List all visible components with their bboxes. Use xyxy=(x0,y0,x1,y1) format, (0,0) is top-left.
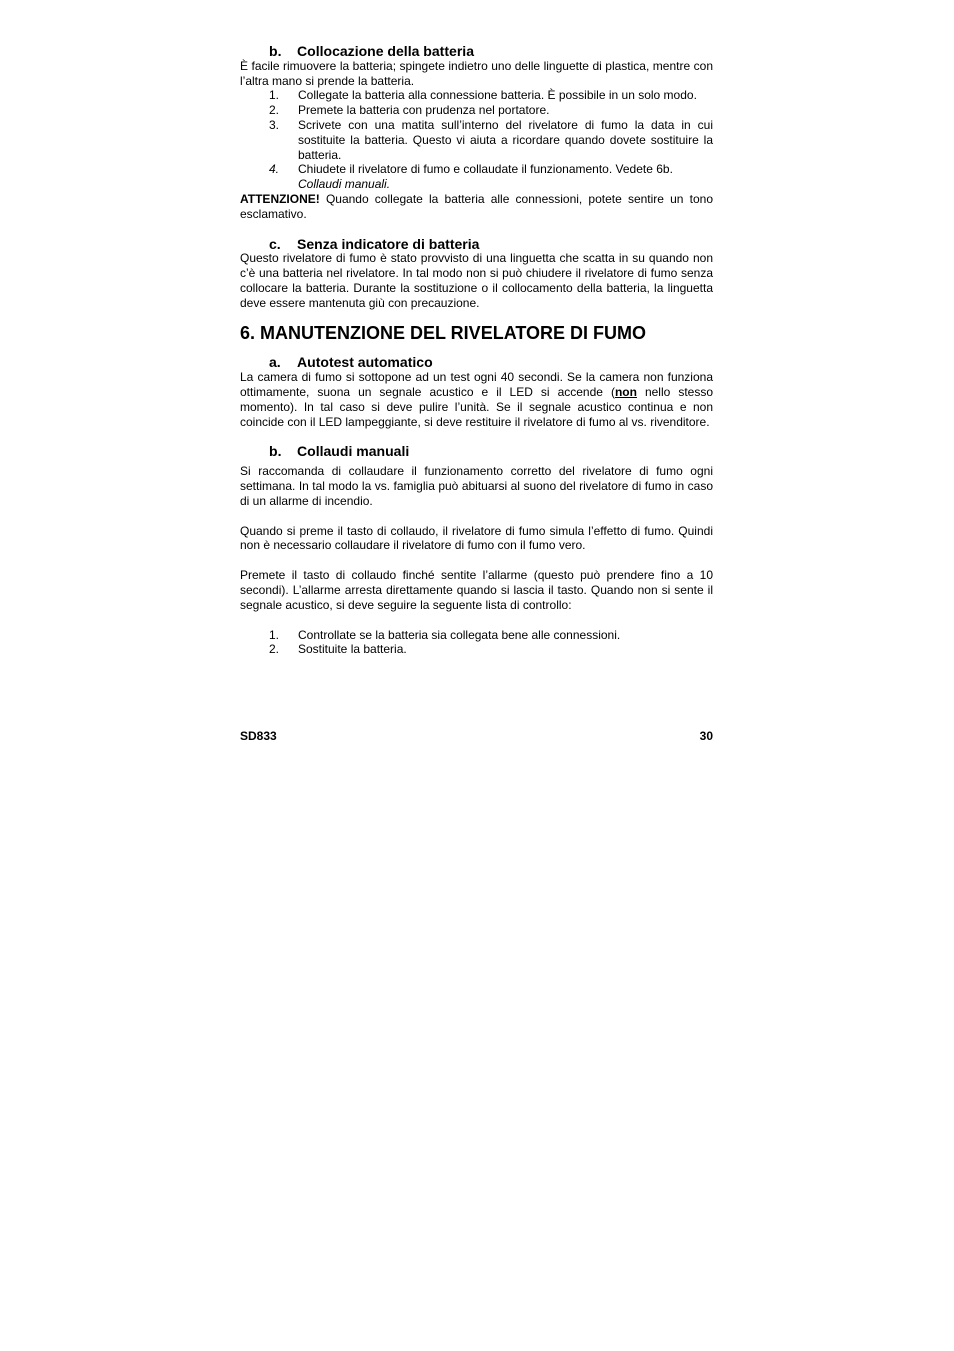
checklist xyxy=(240,628,713,658)
section-heading-battery-placement: b. Collocazione della batteria xyxy=(269,43,474,59)
cross-reference: Collaudi manuali. xyxy=(298,177,391,192)
battery-placement-intro: È facile rimuovere la batteria; spingete indietro uno delle linguette di plastica, mentre con l’altra mano si prende la batteria. xyxy=(240,58,713,88)
section-heading-self-test: a. Autotest automatico xyxy=(269,354,433,371)
list-item: 4. Chiudete il rivelatore di fumo e collaudate il funzionamento. Vedete 6b. Collaudi manuali. xyxy=(269,162,673,192)
battery-warning: ATTENZIONE! Quando collegate la batteria alle connessioni, potete sentire un tono esclamativo. xyxy=(240,191,713,221)
manual-tests-para-2: Quando si preme il tasto di collaudo, il rivelatore di fumo simula l’effetto di fumo. Quindi non è necessario collaudare il rivelatore di fumo con il fumo vero. xyxy=(240,523,713,553)
self-test-body: La camera di fumo si sottopone ad un test ogni 40 secondi. Se la camera non funziona ottimamente, suona un segnale acustico e il LED si accende (non nello stesso momento). In tal caso si deve pulire l’unità. Se il segnale acustico continua e non coincide con il LED lampeggiante, si deve restituire il rivelatore di fumo al vs. rivenditore. xyxy=(240,370,714,429)
list-item: 1. Controllate se la batteria sia collegata bene alle connessioni. xyxy=(269,627,621,642)
list-item: 2. Premete la batteria con prudenza nel portatore. xyxy=(269,103,550,118)
warning-label: ATTENZIONE! xyxy=(240,191,320,206)
page-footer xyxy=(240,729,713,744)
battery-placement-steps xyxy=(240,88,713,192)
page-number: 30 xyxy=(699,729,713,743)
list-item: 1. Collegate la batteria alla connessione batteria. È possibile in un solo modo. xyxy=(269,88,697,103)
document-page xyxy=(240,44,713,657)
model-number: SD833 xyxy=(240,729,277,743)
emphasis-non: non xyxy=(614,384,637,399)
manual-tests-para-1: Si raccomanda di collaudare il funzionamento corretto del rivelatore di fumo ogni settimana. In tal modo la vs. famiglia può abituarsi al suono del rivelatore di fumo in caso di un allarme di incendio. xyxy=(240,464,713,508)
section-heading-manual-tests: b. Collaudi manuali xyxy=(269,443,410,460)
manual-tests-para-3: Premete il tasto di collaudo finché sentite l’allarme (questo può prendere fino a 10 secondi). L’allarme arresta direttamente quando si lascia il tasto. Quando non si sente il segnale acustico, si deve seguire la seguente lista di controllo: xyxy=(240,568,713,612)
list-item: 2. Sostituite la batteria. xyxy=(269,642,407,657)
section-heading-maintenance: 6. MANUTENZIONE DEL RIVELATORE DI FUMO xyxy=(240,322,647,343)
section-heading-no-battery-indicator: c. Senza indicatore di batteria xyxy=(269,235,480,252)
list-item: 3. Scrivete con una matita sull’interno del rivelatore di fumo la data in cui sostituite la batteria. Questo vi aiuta a ricordare quando dovete sostituire la batteria. xyxy=(269,117,713,162)
no-battery-indicator-body: Questo rivelatore di fumo è stato provvisto di una linguetta che scatta in su quando non c’è una batteria nel rivelatore. In tal modo non si può chiudere il rivelatore di fumo senza collocare la batteria. Durante la sostituzione o il collocamento della batteria, la linguetta deve essere mantenuta giù con precauzione. xyxy=(240,251,713,310)
